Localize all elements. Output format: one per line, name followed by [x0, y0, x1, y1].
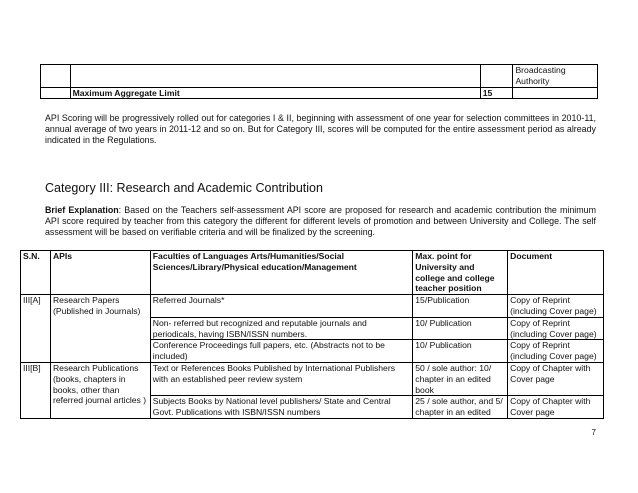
row-faculty: Text or References Books Published by International Publishers with an established peer review system — [150, 362, 412, 395]
row-faculty: Conference Proceedings full papers, etc. (Abstracts not to be included) — [150, 340, 412, 363]
row-faculty: Referred Journals* — [150, 295, 412, 318]
api-table — [20, 250, 604, 419]
header-max-point: Max. point for University and college and college teacher position — [413, 251, 508, 295]
row-max-point: 25 / sole author, and 5/ chapter in an edited — [413, 396, 508, 419]
section-heading: Category III: Research and Academic Contribution — [45, 181, 323, 195]
limit-label: Maximum Aggregate Limit — [70, 87, 480, 99]
row-document: Copy of Chapter with Cover page — [508, 396, 604, 419]
limit-value: 15 — [480, 87, 513, 99]
brief-explanation — [45, 205, 596, 239]
table-row — [21, 362, 604, 395]
row-document: Copy of Reprint (including Cover page) — [508, 340, 604, 363]
row-document: Copy of Chapter with Cover page — [508, 362, 604, 395]
document-cell: Broadcasting Authority — [513, 65, 598, 88]
row-max-point: 15/Publication — [413, 295, 508, 318]
header-apis: APIs — [50, 251, 150, 295]
scoring-note: API Scoring will be progressively rolled out for categories I & II, beginning with assessment of one year for selection committees in 2010-11, annual average of two years in 2011-12 and so on. But for Category III, scores will be computed for the entire assessment period as already indicated in the Regulations. — [45, 113, 596, 146]
header-document: Document — [508, 251, 604, 295]
row-faculty: Non- referred but recognized and reputable journals and periodicals, having ISBN/ISSN numbers. — [150, 317, 412, 340]
header-faculties: Faculties of Languages Arts/Humanities/Social Sciences/Library/Physical education/Management — [150, 251, 412, 295]
row-api: Research Publications (books, chapters in books, other than referred journal articles ) — [50, 362, 150, 418]
brief-explanation-label: Brief Explanation — [45, 205, 119, 215]
row-max-point: 10/ Publication — [413, 317, 508, 340]
row-max-point: 50 / sole author: 10/ chapter in an edited book — [413, 362, 508, 395]
header-sn: S.N. — [21, 251, 51, 295]
row-faculty: Subjects Books by National level publishers/ State and Central Govt. Publications with ISBN/ISSN numbers — [150, 396, 412, 419]
aggregate-limit-table — [40, 64, 598, 99]
page-number: 7 — [591, 428, 596, 437]
table-row — [41, 87, 598, 99]
row-sn: III[A] — [21, 295, 51, 363]
brief-explanation-text: : Based on the Teachers self-assessment API score are proposed for research and academic contribution the minimum API score required by teacher from this category the different for different levels of promotion and between University and College. The self assessment will be based on verifiable criteria and will be finalized by the screening. — [45, 205, 596, 238]
table-header-row — [21, 251, 604, 295]
table-row — [21, 295, 604, 318]
row-sn: III[B] — [21, 362, 51, 418]
row-api: Research Papers (Published in Journals) — [50, 295, 150, 363]
row-max-point: 10/ Publication — [413, 340, 508, 363]
table-row — [41, 65, 598, 88]
row-document: Copy of Reprint (including Cover page) — [508, 295, 604, 318]
row-document: Copy of Reprint (including Cover page) — [508, 317, 604, 340]
